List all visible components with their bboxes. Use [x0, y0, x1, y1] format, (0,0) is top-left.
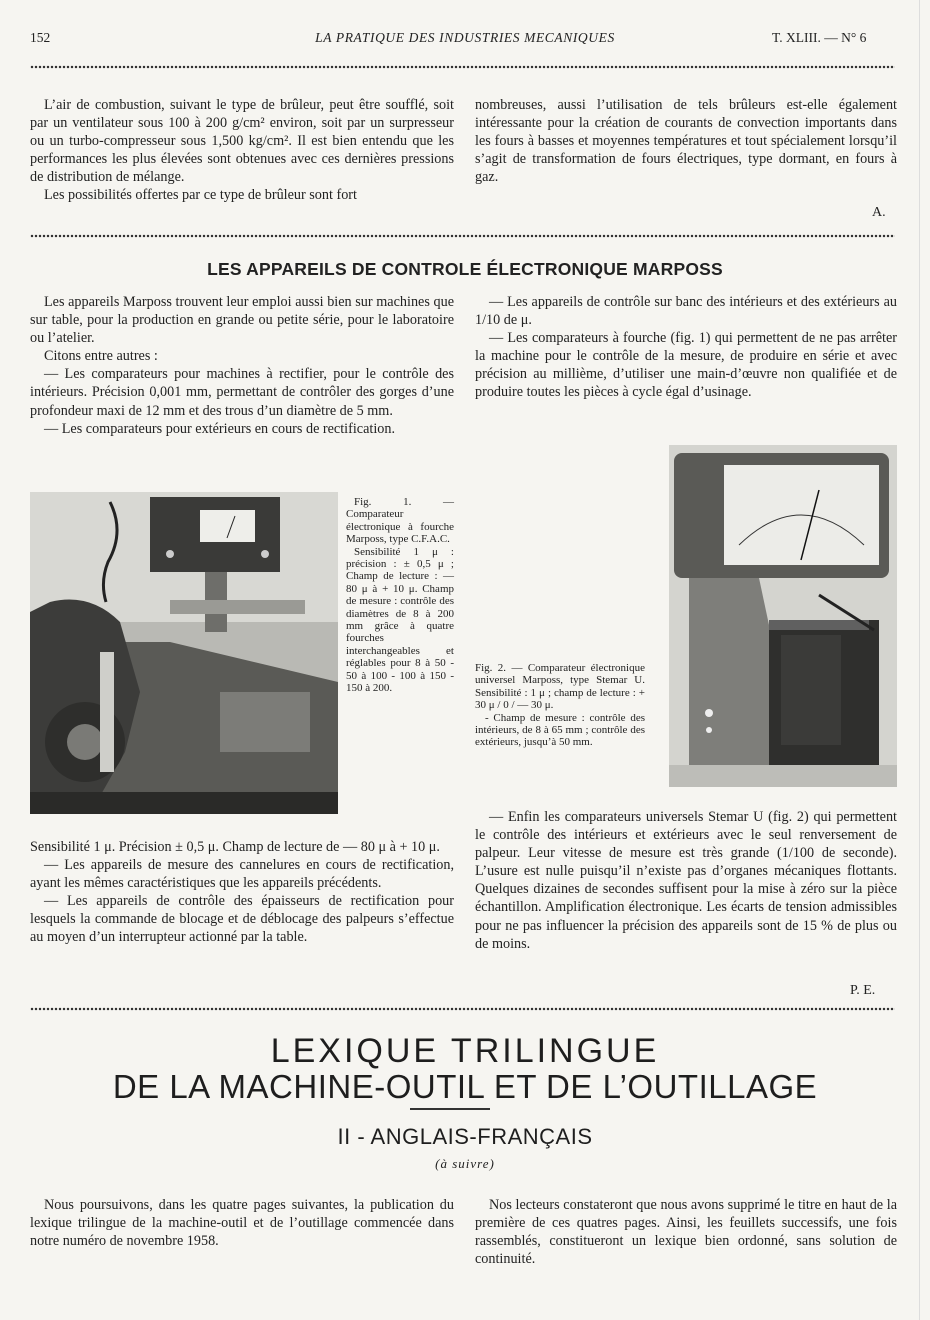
- caption-title: Fig. 2. — Comparateur électronique universel Marposs, type Stemar U. Sensibilité : 1 μ ; champ de lecture : + 30 μ / 0 / — 30 μ.: [475, 662, 645, 712]
- paragraph: Nos lecteurs constateront que nous avons supprimé le titre en haut de la première de ces quatres pages. Ainsi, les feuillets successifs, une fois rassemblés, constitueront un lexique bien ordonné, sans solution de continuité.: [475, 1197, 897, 1268]
- article2-left-bottom-column: [30, 838, 454, 947]
- article2-signature: P. E.: [850, 983, 876, 998]
- paragraph: — Les appareils de contrôle des épaisseurs de rectification pour lesquels la commande de blocage et de déblocage des palpeurs s’effectue au moyen d’un interrupteur actionné par la table.: [30, 893, 454, 946]
- paragraph: Les possibilités offertes par ce type de brûleur sont fort: [44, 187, 357, 204]
- article1-signature: A.: [872, 205, 886, 220]
- article1-left-column: [30, 96, 454, 205]
- paragraph: Citons entre autres :: [44, 348, 158, 365]
- article2-left-top-column: [30, 293, 454, 438]
- paragraph: — Les appareils de contrôle sur banc des intérieurs et des extérieurs au 1/10 de μ.: [475, 294, 897, 329]
- stemar-comparator-illustration: [669, 445, 897, 787]
- paragraph: — Les appareils de mesure des cannelures en cours de rectification, ayant les mêmes caractéristiques que les appareils précédents.: [30, 857, 454, 892]
- paragraph: — Enfin les comparateurs universels Stemar U (fig. 2) qui permettent le contrôle des intérieurs et extérieurs avec le seul renversement de palpeur. Leur vitesse de mesure est très grande (1/100 de seconde). L’usure est nulle puisqu’il n’existe pas d’organes mécaniques flottants. Quelques dizaines de secondes suffisent pour la mise à zéro sur la pièce échantillon. Amplification électronique. Les écarts de tension admissibles pour ne pas influencer la précision des appareils sont de 15 % de plus ou de moins.: [475, 809, 897, 952]
- paragraph: nombreuses, aussi l’utilisation de tels brûleurs est-elle également intéressante pour la création de courants de convection importants dans les fours à basses et moyennes températures et tout spécialement lorsqu’il s’agit de transformation de fours électriques, type dormant, en fours à gaz.: [475, 97, 897, 186]
- article1-right-column: [475, 96, 897, 186]
- lexique-subtitle: II - ANGLAIS-FRANÇAIS: [337, 1124, 593, 1149]
- lexique-title-line2: DE LA MACHINE-OUTIL ET DE L’OUTILLAGE: [112, 1068, 818, 1105]
- article3-right-column: [475, 1196, 897, 1268]
- continued-note: (à suivre): [435, 1156, 495, 1171]
- paragraph: Sensibilité 1 μ. Précision ± 0,5 μ. Champ de lecture de — 80 μ à + 10 μ.: [30, 839, 440, 855]
- paragraph: Nous poursuivons, dans les quatre pages suivantes, la publication du lexique trilingue de la machine-outil et de l’outillage commencée dans notre numéro de novembre 1958.: [30, 1197, 454, 1250]
- caption-title: Fig. 1. — Comparateur électronique à fourche Marposs, type C.F.A.C.: [346, 496, 454, 546]
- journal-title: LA PRATIQUE DES INDUSTRIES MECANIQUES: [315, 30, 615, 45]
- fork-comparator-illustration: [30, 492, 338, 814]
- figure2-photo: [669, 445, 897, 787]
- dotted-rule: [30, 1007, 895, 1011]
- page-edge-line: [919, 0, 920, 1320]
- caption-details: - Champ de mesure : contrôle des intérieurs, de 8 à 65 mm ; contrôle des extérieurs, jusqu’à 50 mm.: [475, 711, 645, 749]
- figure1-caption: [346, 496, 454, 695]
- article2-title: LES APPAREILS DE CONTROLE ÉLECTRONIQUE MARPOSS: [207, 259, 723, 279]
- title-underline: [410, 1108, 490, 1110]
- caption-details: Sensibilité 1 μ : précision : ± 0,5 μ ; Champ de lecture : — 80 μ à + 10 μ. Champ de mesure : contrôle des diamètres de 8 à 200 mm grâce à quatre fourches interchangeables et réglables pour 8 à 50 - 50 à 100 - 100 à 150 - 150 à 200.: [346, 545, 454, 695]
- dotted-rule: [30, 234, 895, 238]
- page-number: 152: [30, 30, 51, 45]
- article2-right-top-column: [475, 293, 897, 402]
- paragraph: L’air de combustion, suivant le type de brûleur, peut être soufflé, soit par un ventilateur sous 100 à 200 g/cm² environ, soit par un surpresseur ou un turbo-compresseur sous 1,500 kg/cm². Il est bien entendu que les performances les plus élevées sont obtenues avec ces dernières pressions de distribution de mélange.: [30, 97, 454, 186]
- paragraph: — Les comparateurs pour machines à rectifier, pour le contrôle des intérieurs. Précision 0,001 mm, permettant de contrôler des gorges d’une profondeur maxi de 12 mm et des trous d’un diamètre de 5 mm.: [30, 366, 454, 419]
- paragraph: Les appareils Marposs trouvent leur emploi aussi bien sur machines que sur table, pour la production en grande ou petite série, pour le laboratoire ou l’atelier.: [30, 294, 454, 347]
- paragraph: — Les comparateurs pour extérieurs en cours de rectification.: [44, 420, 395, 437]
- figure1-photo: [30, 492, 338, 814]
- paragraph: — Les comparateurs à fourche (fig. 1) qui permettent de ne pas arrêter la machine pour le contrôle de la mesure, de produire en série et avec précision au millième, d’utiliser une main-d’œuvre non qualifiée et de produire toutes les pièces à cycle égal d’usinage.: [475, 330, 897, 401]
- lexique-title-line1: LEXIQUE TRILINGUE: [270, 1032, 660, 1070]
- issue-number: T. XLIII. — N° 6: [772, 30, 867, 45]
- article2-right-bottom-column: [475, 808, 897, 953]
- figure2-caption: [475, 662, 645, 749]
- article3-left-column: [30, 1196, 454, 1250]
- dotted-rule: [30, 65, 895, 69]
